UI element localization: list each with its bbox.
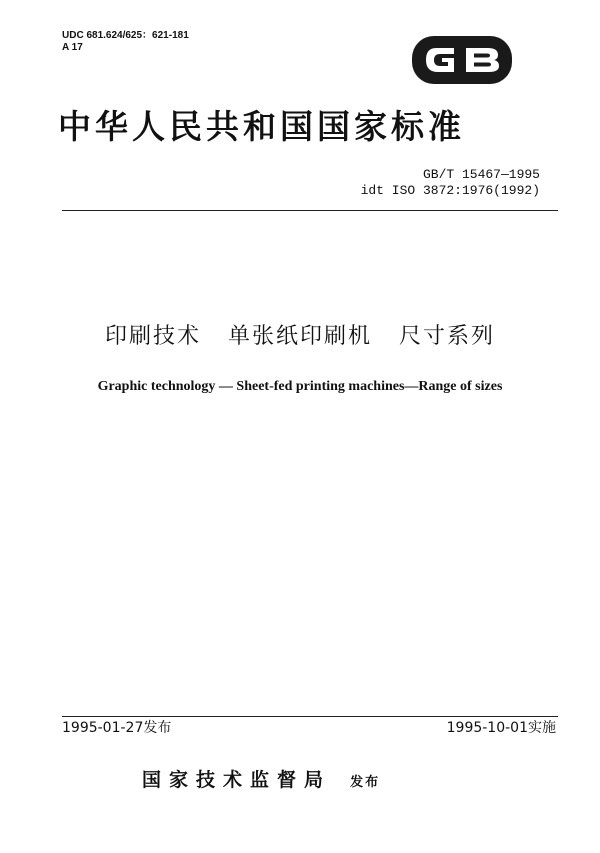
iso-equivalence: idt ISO 3872:1976(1992) <box>360 183 540 198</box>
top-divider <box>62 210 558 211</box>
document-title-cn: 印刷技术 单张纸印刷机 尺寸系列 <box>105 324 495 349</box>
classification-block <box>62 30 189 54</box>
national-standard-title: 中华人民共和国国家标准 <box>58 107 465 146</box>
publisher-name: 国家技术监督局 <box>142 769 332 791</box>
issue-date: 1995-01-27发布 <box>62 720 172 736</box>
standard-number-block <box>361 167 540 199</box>
standard-number: GB/T 15467—1995 <box>422 167 540 182</box>
class-code: A 17 <box>62 42 83 53</box>
udc-code: UDC 681.624/625：621-181 <box>62 30 189 41</box>
gb-logo <box>410 34 514 86</box>
document-title-en: Graphic technology — Sheet-fed printing machines—Range of sizes <box>97 379 503 394</box>
bottom-divider <box>62 716 558 717</box>
publisher-line <box>142 765 380 792</box>
effective-date: 1995-10-01实施 <box>446 720 556 736</box>
publisher-action: 发布 <box>350 775 381 790</box>
